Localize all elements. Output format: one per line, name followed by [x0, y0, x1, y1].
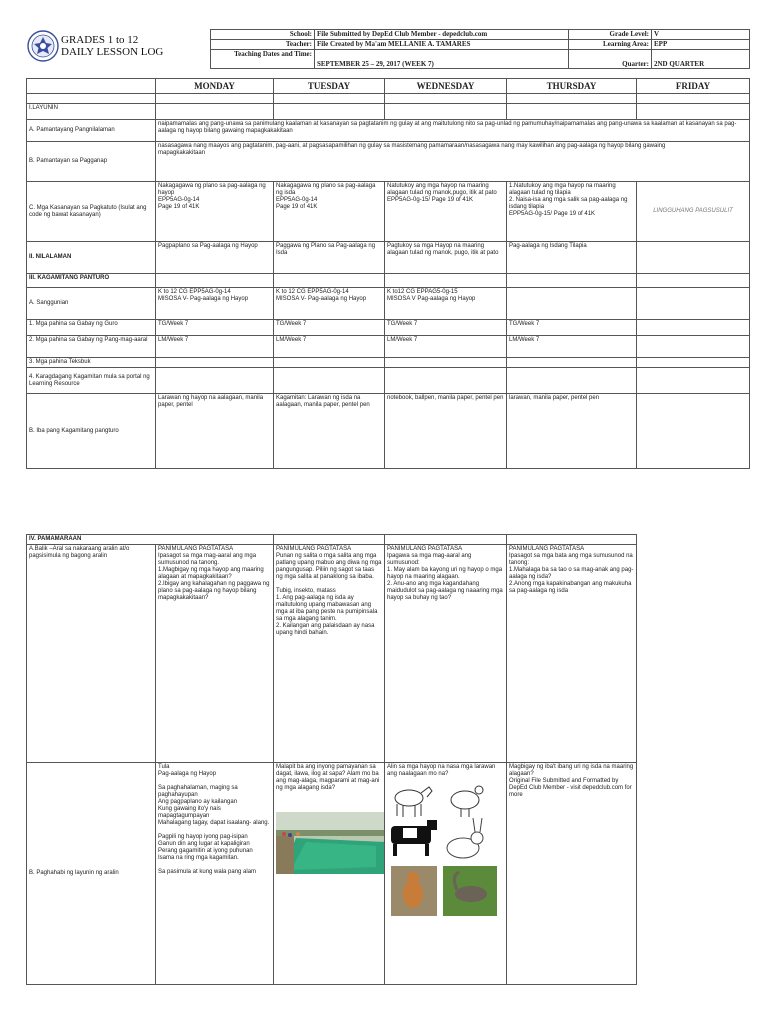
- day-friday: FRIDAY: [637, 79, 750, 94]
- chicken-icon: [451, 786, 483, 817]
- dates-value: SEPTEMBER 25 – 29, 2017 (WEEK 7): [315, 50, 569, 69]
- teacher-value: File Created by Ma'am MELLANIE A. TAMARES: [315, 40, 569, 50]
- grade-level-label: Grade Level:: [569, 30, 652, 40]
- goose-photo-icon: [443, 866, 497, 916]
- gabay-guro-label: 1. Mga pahina sa Gabay ng Guro: [27, 320, 156, 336]
- fish-pond-photo-icon: [276, 812, 385, 874]
- nilalaman-wednesday: Pagtukoy sa mga Hayop na maaring alagaan tulad ng manok, pugo, itik at pato: [385, 242, 507, 274]
- balik-aral-thursday-text: Ipasagot sa mga bata ang mga sumusunod na tanong: 1.Mahalaga ba sa tao o sa mag-anak ang pag-aalaga ng isda? 2.Anong mga kapakinabangan ang makukuha sa pag-aalaga ng isda: [509, 553, 634, 594]
- kasanayan-wednesday: Natutukoy ang mga hayop na maaring alagaan tulad ng manok,pugo, itik at pato EPP5AG-0g-15/ Page 19 of 41K: [385, 182, 507, 242]
- gabay-guro-wednesday: TG/Week 7: [385, 320, 507, 336]
- row-karagdagang-kagamitan: [27, 368, 750, 394]
- row-pamantayan-pagganap: [27, 142, 750, 182]
- title-line-1: GRADES 1 to 12: [61, 34, 139, 46]
- nilalaman-monday: Pagpaplano sa Pag-aalaga ng Hayop: [156, 242, 274, 274]
- day-tuesday: TUESDAY: [274, 79, 385, 94]
- balik-aral-thursday: [507, 545, 637, 763]
- nilalaman-thursday: Pag-aalaga ng Isdang Tilapia: [507, 242, 637, 274]
- document-title: [61, 34, 163, 58]
- row-nilalaman: [27, 242, 750, 274]
- header-row-school: [211, 30, 750, 40]
- balik-aral-monday: [156, 545, 274, 763]
- sanggunian-label: A. Sanggunian: [27, 288, 156, 320]
- paghahabi-label: B. Paghahabi ng layunin ng aralin: [27, 763, 156, 985]
- gabay-guro-monday: TG/Week 7: [156, 320, 274, 336]
- layunin-label: I.LAYUNIN: [27, 104, 156, 120]
- day-thursday: THURSDAY: [507, 79, 637, 94]
- row-layunin: [27, 104, 750, 120]
- balik-aral-tuesday-text: Punan ng salita o mga salita ang mga patlang upang mabuo ang diwa ng mga pangungusap. Piliin ng sagot sa taas ng mga salita at panaklong sa ibaba. Tubig, insekto, matass 1. Ang pag-aalaga ng isda ay maitutulong upang mabawasan ang mga at iba pang peste na pumipinsala sa mga alagang tanim. 2. Kailangan ang palaisdaan ay nasa upang hindi bahain.: [276, 553, 382, 636]
- cow-icon: [391, 820, 437, 856]
- gabay-guro-thursday: TG/Week 7: [507, 320, 637, 336]
- kasanayan-label: C. Mga Kasanayan sa Pagkatuto (Isulat ang code ng bawat kasanayan): [27, 182, 156, 242]
- pagganap-label: B. Pamantayan sa Pagganap: [27, 142, 156, 182]
- quarter-label: Quarter:: [569, 50, 652, 69]
- kasanayan-friday: LINGGUHANG PAGSUSULIT: [637, 182, 750, 242]
- day-wednesday: WEDNESDAY: [385, 79, 507, 94]
- deped-seal-icon: [27, 30, 59, 62]
- pamamaraan-label: IV. PAMAMARAAN: [27, 535, 274, 545]
- balik-aral-wednesday: [385, 545, 507, 763]
- lesson-table-part1: [26, 78, 750, 469]
- row-balik-aral: [27, 545, 637, 763]
- row-pamamaraan: [27, 535, 637, 545]
- teacher-label: Teacher:: [211, 40, 315, 50]
- grade-level-value: V: [652, 30, 750, 40]
- lesson-table-part2: [26, 534, 637, 985]
- learning-area-value: EPP: [652, 40, 750, 50]
- header-info-table: [210, 29, 750, 69]
- row-gabay-guro: [27, 320, 750, 336]
- karagdagang-label: 4. Karagdagang Kagamitan mula sa portal ng Learning Resource: [27, 368, 156, 394]
- kagamitan-label: III. KAGAMITANG PANTURO: [27, 274, 156, 288]
- sanggunian-monday: K to 12 CG EPP5AG-0g-14 MISOSA V- Pag-aalaga ng Hayop: [156, 288, 274, 320]
- balik-aral-monday-head: PANIMULANG PAGTATASA: [158, 546, 234, 552]
- school-label: School:: [211, 30, 315, 40]
- learning-area-label: Learning Area:: [569, 40, 652, 50]
- iba-kagamitan-tuesday: Kagamitan: Larawan ng isda na aalagaan, manila paper, pentel pen: [274, 394, 385, 469]
- cat-photo-icon: [391, 866, 437, 916]
- farm-animals-picture: [387, 778, 499, 918]
- school-value: File Submitted by DepEd Club Member - depedclub.com: [315, 30, 569, 40]
- iba-kagamitan-thursday: larawan, manila paper, pentel pen: [507, 394, 637, 469]
- goat-icon: [395, 787, 432, 817]
- paghahabi-wednesday-text: Alin sa mga hayop na nasa mga larawan ang naalagaan mo na?: [387, 764, 496, 777]
- paghahabi-tuesday-text: Malapit ba ang inyong pamayanan sa dagat, ilawa, ilog at sapa? Alam mo ba ang mag-alaga, magparami at mag-ani ng mga alagang isda?: [276, 764, 380, 791]
- blank-corner: [27, 79, 156, 94]
- row-gabay-mag-aaral: [27, 336, 750, 358]
- row-kagamitang-panturo: [27, 274, 750, 288]
- iba-kagamitan-monday: Larawan ng hayop na aalagaan, manila paper, pentel: [156, 394, 274, 469]
- title-line-2: DAILY LESSON LOG: [61, 46, 164, 58]
- kasanayan-thursday: 1.Natutukoy ang mga hayop na maaring alagaan tulad ng tilapia 2. Naisa-isa ang mga salik sa pag-aalaga ng isdang tilapia EPP5AG-0g-15/ Page 19 of 41K: [507, 182, 637, 242]
- gabay-mag-aaral-wednesday: LM/Week 7: [385, 336, 507, 358]
- dates-label: Teaching Dates and Time:: [211, 50, 315, 69]
- pangnilalaman-label: A. Pamantayang Pangnilalaman: [27, 120, 156, 142]
- gabay-mag-aaral-monday: LM/Week 7: [156, 336, 274, 358]
- row-teksbuk: [27, 358, 750, 368]
- nilalaman-tuesday: Paggawa ng Plano sa Pag-aalaga ng Isda: [274, 242, 385, 274]
- teksbuk-label: 3. Mga pahina Teksbuk: [27, 358, 156, 368]
- quarter-value: 2ND QUARTER: [652, 50, 750, 69]
- iba-kagamitan-label: B. Iba pang Kagamitang pangturo: [27, 394, 156, 469]
- rabbit-icon: [447, 818, 483, 858]
- balik-aral-tuesday: [274, 545, 385, 763]
- day-monday: MONDAY: [156, 79, 274, 94]
- day-header-row: [27, 79, 750, 94]
- paghahabi-tuesday: [274, 763, 385, 985]
- pagganap-text: [156, 142, 750, 182]
- gabay-mag-aaral-tuesday: LM/Week 7: [274, 336, 385, 358]
- balik-aral-label: A.Balik –Aral sa nakaraang aralin at/o pagsisimula ng bagong aralin: [27, 545, 156, 763]
- row-sanggunian: [27, 288, 750, 320]
- header-row-dates: [211, 50, 750, 69]
- sanggunian-tuesday: K to 12 CG EPP5AG-0g-14 MISOSA V- Pag-aalaga ng Hayop: [274, 288, 385, 320]
- balik-aral-thursday-head: PANIMULANG PAGTATASA: [509, 546, 585, 552]
- row-iba-pang-kagamitan: [27, 394, 750, 469]
- paghahabi-wednesday: [385, 763, 507, 985]
- balik-aral-wednesday-head: PANIMULANG PAGTATASA: [387, 546, 463, 552]
- balik-aral-wednesday-text: Ipagawa sa mga mag-aaral ang sumusunod: 1. May alam ba kayong uri ng hayop o mga hayop na maaring alagaan. 2. Anu-ano ang mga kagandahang maidudulot sa pag-aalaga ng naaaring mga hayop sa buhay ng tao?: [387, 553, 503, 601]
- pagganap-text-line1: nasasagawa nang maayos ang pagtatanim, pag-aani, at pagsasapamilihan ng gulay sa masistemang pamamaraan/nasasagawa nang may kawilihan ang pag-aalaga ng hayop bilang gawaing: [158, 143, 666, 149]
- sanggunian-wednesday: K to12 CG EPPAG5-0g-15 MISOSA V Pag-aalaga ng Hayop: [385, 288, 507, 320]
- gabay-mag-aaral-thursday: LM/Week 7: [507, 336, 637, 358]
- gabay-mag-aaral-label: 2. Mga pahina sa Gabay ng Pang-mag-aaral: [27, 336, 156, 358]
- gabay-guro-tuesday: TG/Week 7: [274, 320, 385, 336]
- pangnilalaman-text: naipamamalas ang pang-unawa sa panimulang kaalaman at kasanayan sa pagtatanim ng gulay at ang maitutulong nito sa pag-unlad ng pamumuhay/naipamamalas ang pang-unawa sa kaalaman at kasanayan sa pag-aalaga ng hayop bilang gawaing mapagkakakitaan: [156, 120, 750, 142]
- row-paghahabi: [27, 763, 637, 985]
- pagganap-text-line2: mapagkakakitaan: [158, 150, 206, 156]
- header-row-teacher: [211, 40, 750, 50]
- row-pamantayang-pangnilalaman: [27, 120, 750, 142]
- nilalaman-label: II. NILALAMAN: [27, 242, 156, 274]
- paghahabi-monday: Tula Pag-aalaga ng Hayop Sa paghahalaman, maging sa paghahayupan Ang pagpaplano ay kailangan Kung gawaing ito'y nais mapagtagumpayan Mahalagang tagay, dapat isaalang- alang. Pagpili ng hayop iyong pag-isipan Ganun din ang lugar at kapaligiran Perang gagamitin at iyong puhunan Isama na ring mga kagamitan. Sa pasimula at kung wala pang alam: [156, 763, 274, 985]
- kasanayan-tuesday: Nakagagawa ng plano sa pag-aalaga ng isda EPP5AG-0g-14 Page 19 of 41K: [274, 182, 385, 242]
- iba-kagamitan-wednesday: notebook, ballpen, manila paper, pentel pen: [385, 394, 507, 469]
- balik-aral-tuesday-head: PANIMULANG PAGTATASA: [276, 546, 352, 552]
- row-kasanayan: [27, 182, 750, 242]
- paghahabi-thursday: Magbigay ng iba't ibang uri ng isda na maaring alagaan? Original File Submitted and Formatted by DepEd Club Member - visit depedclub.com for more: [507, 763, 637, 985]
- balik-aral-monday-text: Ipasagot sa mga mag-aaral ang mga sumusunod na tanong. 1.Magbigay ng mga hayop ang maaring alagaan at mapagkakitaan? 2.Ibigay ang kahalagahan ng paggawa ng plano sa pag-aalaga ng hayop bilang mapagkakakitaan?: [158, 553, 270, 601]
- kasanayan-monday: Nakagagawa ng plano sa pag-aalaga ng hayop EPP5AG-0g-14 Page 19 of 41K: [156, 182, 274, 242]
- row-blank-spacer: [27, 94, 750, 104]
